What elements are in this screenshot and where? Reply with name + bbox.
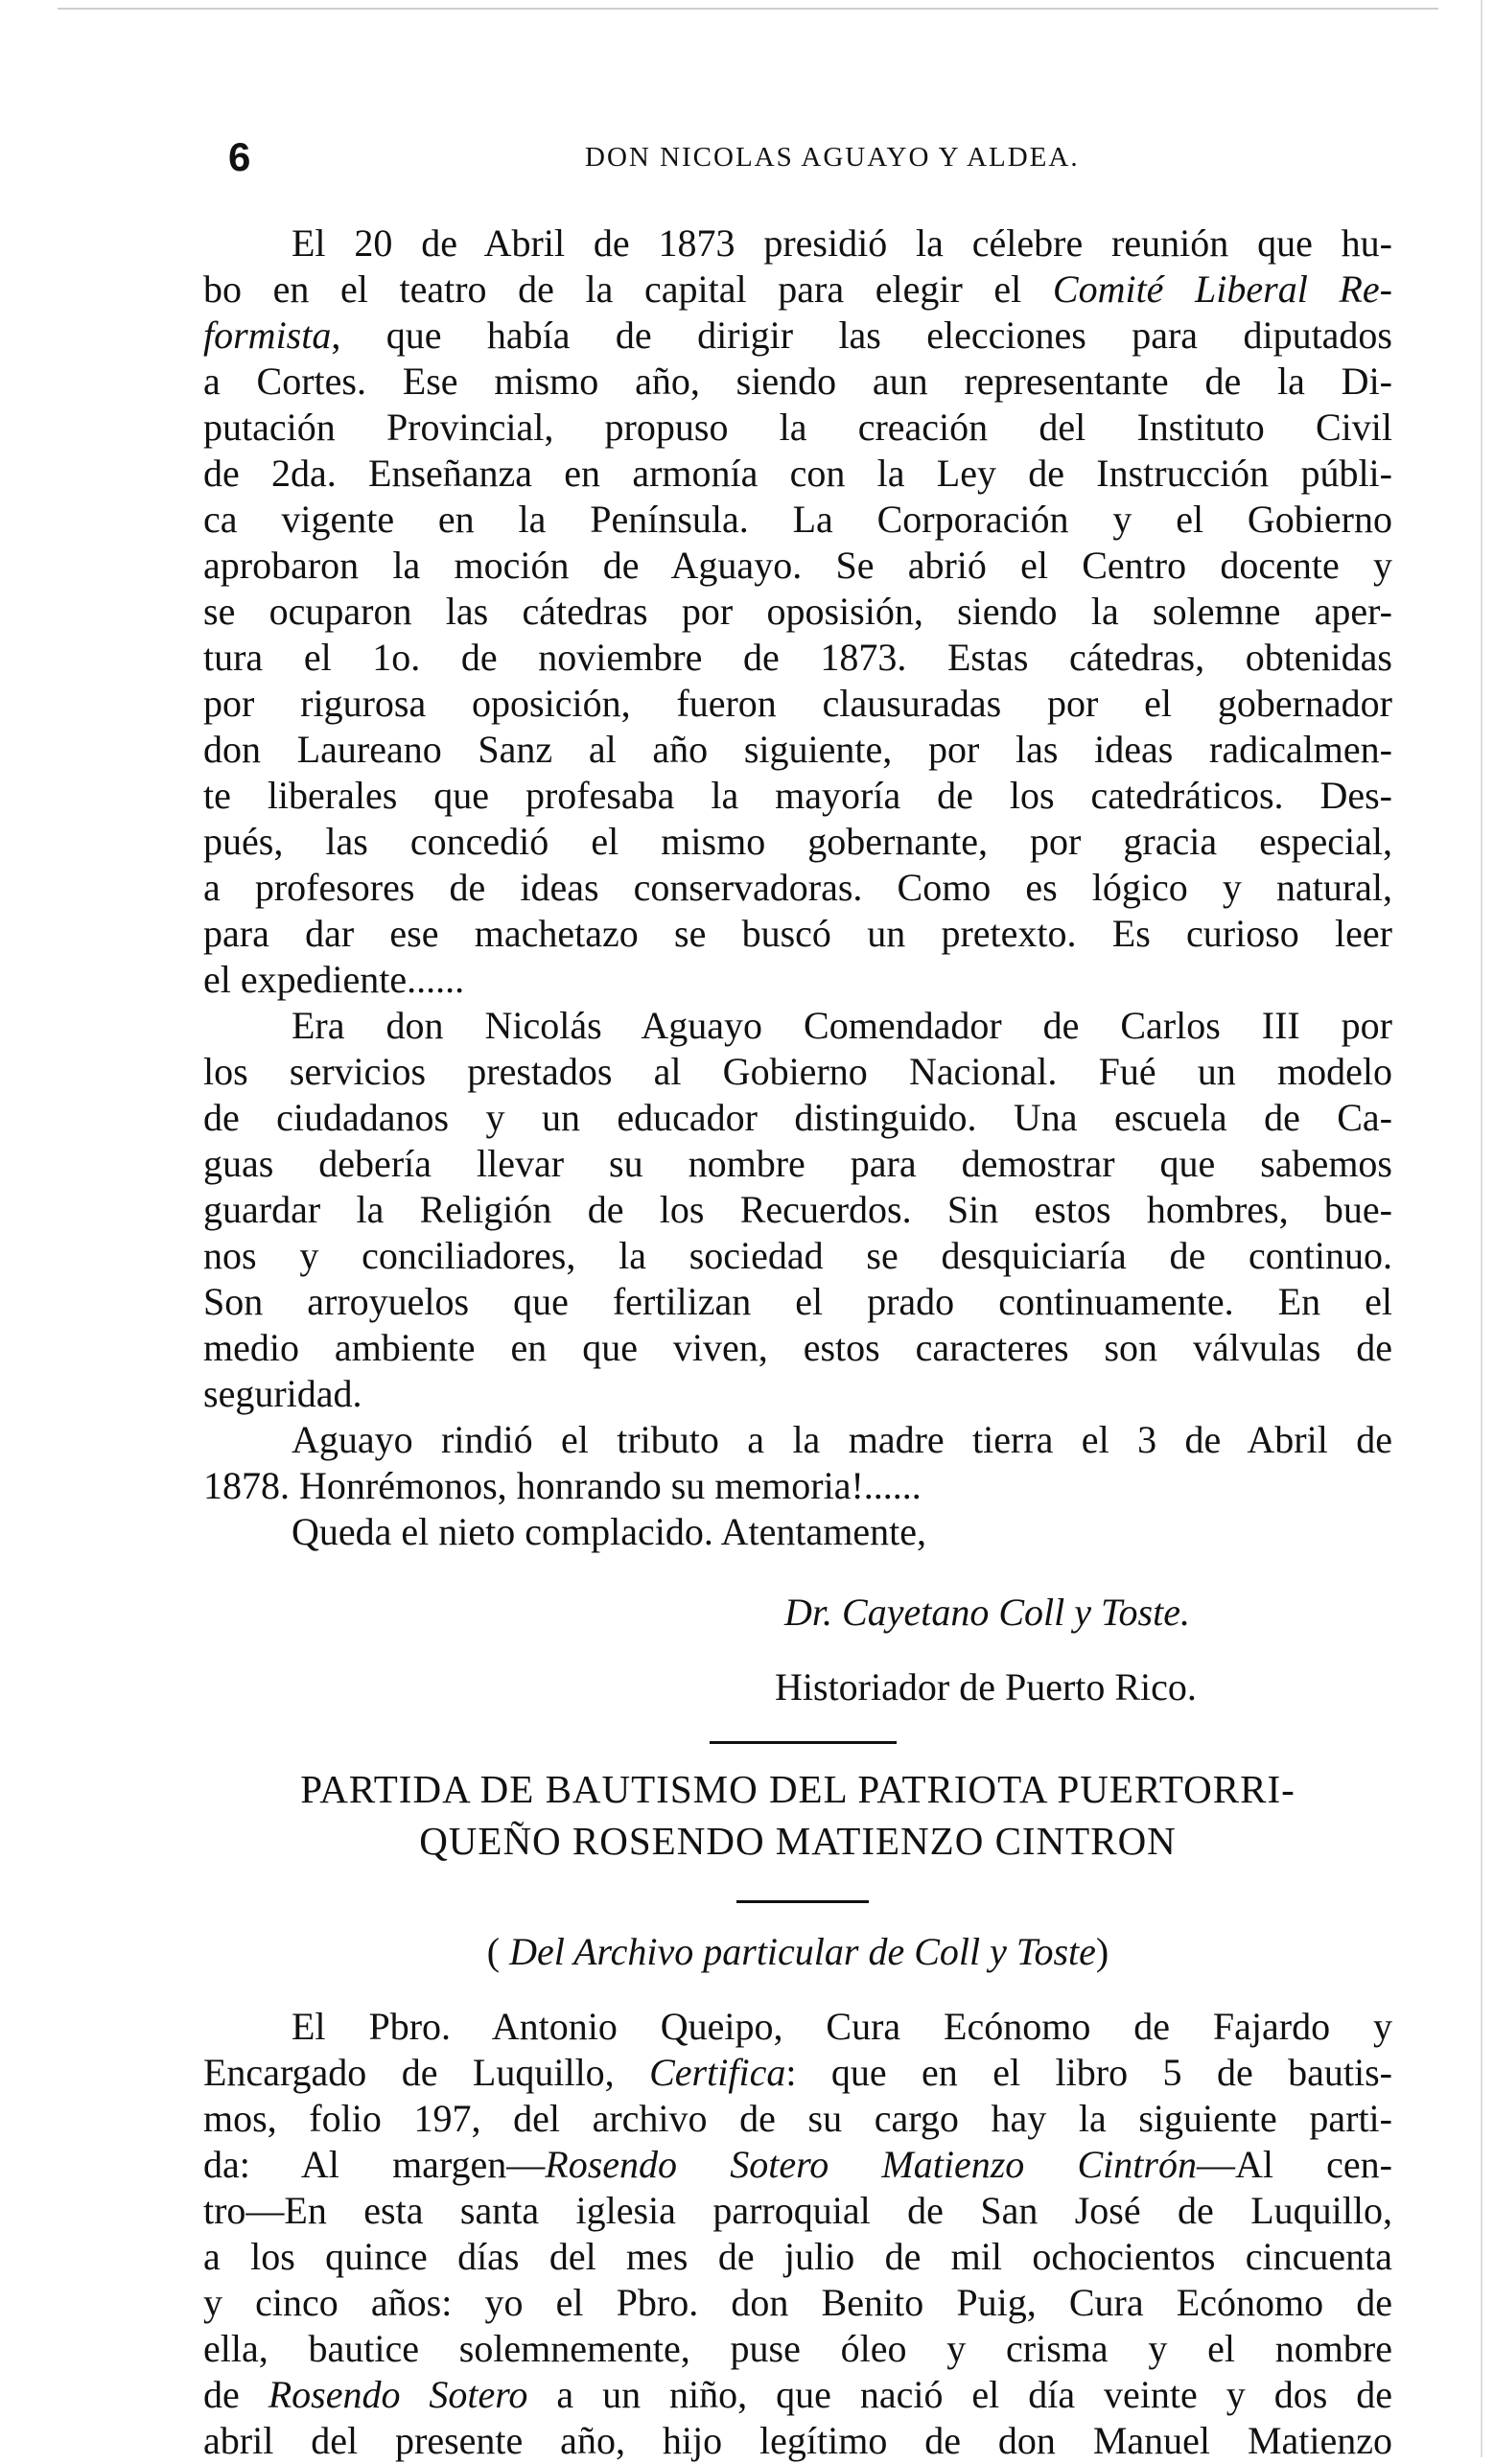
section-line-part: da: Al margen— xyxy=(203,2143,546,2186)
section-divider xyxy=(710,1741,897,1744)
body-line xyxy=(203,313,1392,359)
source-note-close: ) xyxy=(1095,1930,1109,1973)
body-line: a profesores de ideas conservadoras. Como es lógico y natural, xyxy=(203,866,1392,909)
body-line: se ocuparon las cátedras por oposisión, siendo la solemne aper- xyxy=(203,590,1392,633)
page-number: 6 xyxy=(228,134,251,179)
section-line-italic: Rosendo Sotero Matienzo Cintrón xyxy=(545,2143,1197,2186)
body-line-part: bo en el teatro de la capital para elegir el xyxy=(203,267,1053,311)
body-line-part: , que había de dirigir las elecciones para diputados xyxy=(331,314,1392,357)
body-line: tura el 1o. de noviembre de 1873. Estas cátedras, obtenidas xyxy=(203,636,1392,679)
section-line-part: : que en el libro 5 de bautis- xyxy=(785,2051,1392,2094)
scan-right-edge xyxy=(1481,0,1482,2457)
section-line: ella, bautice solemnemente, puse óleo y crisma y el nombre xyxy=(203,2327,1392,2370)
source-note xyxy=(203,1929,1392,1975)
body-line: para dar ese machetazo se buscó un pretexto. Es curioso leer xyxy=(203,912,1392,955)
section-line-part: —Al cen- xyxy=(1196,2143,1393,2186)
body-line: de 2da. Enseñanza en armonía con la Ley de Instrucción públi- xyxy=(203,452,1392,495)
signature-name: Dr. Cayetano Coll y Toste. xyxy=(784,1591,1190,1634)
section-line: El Pbro. Antonio Queipo, Cura Ecónomo de Fajardo y xyxy=(292,2005,1392,2048)
section-line-italic: Rosendo Sotero xyxy=(268,2373,528,2416)
section-line xyxy=(203,2050,1392,2096)
body-line: Queda el nieto complacido. Atentamente, xyxy=(292,1510,926,1553)
body-line: ca vigente en la Península. La Corporación y el Gobierno xyxy=(203,498,1392,541)
body-line: el expediente...... xyxy=(203,958,465,1001)
body-line: 1878. Honrémonos, honrando su memoria!...... xyxy=(203,1464,922,1507)
body-line: putación Provincial, propuso la creación del Instituto Civil xyxy=(203,406,1392,449)
body-line: los servicios prestados al Gobierno Nacional. Fué un modelo xyxy=(203,1050,1392,1093)
body-line: a Cortes. Ese mismo año, siendo aun representante de la Di- xyxy=(203,360,1392,403)
section-heading-line: QUEÑO ROSENDO MATIENZO CINTRON xyxy=(419,1819,1177,1863)
body-line: don Laureano Sanz al año siguiente, por las ideas radicalmen- xyxy=(203,728,1392,771)
section-line: y cinco años: yo el Pbro. don Benito Puig, Cura Ecónomo de xyxy=(203,2281,1392,2324)
section-line: mos, folio 197, del archivo de su cargo hay la siguiente parti- xyxy=(203,2097,1392,2140)
body-line: Era don Nicolás Aguayo Comendador de Carlos III por xyxy=(292,1004,1392,1047)
running-head: DON NICOLAS AGUAYO Y ALDEA. xyxy=(585,142,1080,173)
section-line-part: de xyxy=(203,2373,268,2416)
section-line-part: Encargado de Luquillo, xyxy=(203,2051,650,2094)
source-note-italic: Del Archivo particular de Coll y Toste xyxy=(509,1930,1096,1973)
section-line xyxy=(203,2142,1392,2188)
source-note-open: ( xyxy=(486,1930,510,1973)
body-line: pués, las concedió el mismo gobernante, por gracia especial, xyxy=(203,820,1392,863)
body-line-italic: Comité Liberal Re- xyxy=(1052,267,1392,311)
body-line: medio ambiente en que viven, estos caracteres son válvulas de xyxy=(203,1326,1392,1369)
section-line-part: a un niño, que nació el día veinte y dos de xyxy=(527,2373,1392,2416)
section-line: abril del presente año, hijo legítimo de don Manuel Matienzo xyxy=(203,2419,1392,2462)
section-line: tro—En esta santa iglesia parroquial de San José de Luquillo, xyxy=(203,2189,1392,2232)
body-line: de ciudadanos y un educador distinguido. Una escuela de Ca- xyxy=(203,1096,1392,1139)
scan-top-edge xyxy=(58,8,1438,10)
body-line: Aguayo rindió el tributo a la madre tierra el 3 de Abril de xyxy=(292,1418,1392,1461)
body-line: seguridad. xyxy=(203,1372,362,1415)
section-line xyxy=(203,2372,1392,2418)
heading-divider xyxy=(736,1900,869,1903)
body-line: por rigurosa oposición, fueron clausuradas por el gobernador xyxy=(203,682,1392,725)
body-line xyxy=(203,267,1392,313)
section-line-italic: Certifica xyxy=(649,2051,786,2094)
body-line: guardar la Religión de los Recuerdos. Sin estos hombres, bue- xyxy=(203,1188,1392,1231)
body-line: aprobaron la moción de Aguayo. Se abrió el Centro docente y xyxy=(203,544,1392,587)
section-heading-line: PARTIDA DE BAUTISMO DEL PATRIOTA PUERTORRI- xyxy=(300,1767,1296,1811)
body-line: guas debería llevar su nombre para demostrar que sabemos xyxy=(203,1142,1392,1185)
body-line-italic: formista xyxy=(203,314,332,357)
body-line: te liberales que profesaba la mayoría de los catedráticos. Des- xyxy=(203,774,1392,817)
body-line: Son arroyuelos que fertilizan el prado continuamente. En el xyxy=(203,1280,1392,1323)
body-line: nos y conciliadores, la sociedad se desquiciaría de continuo. xyxy=(203,1234,1392,1277)
body-line: El 20 de Abril de 1873 presidió la célebre reunión que hu- xyxy=(292,221,1392,265)
signature-title: Historiador de Puerto Rico. xyxy=(775,1665,1197,1709)
section-line: a los quince días del mes de julio de mil ochocientos cincuenta xyxy=(203,2235,1392,2278)
